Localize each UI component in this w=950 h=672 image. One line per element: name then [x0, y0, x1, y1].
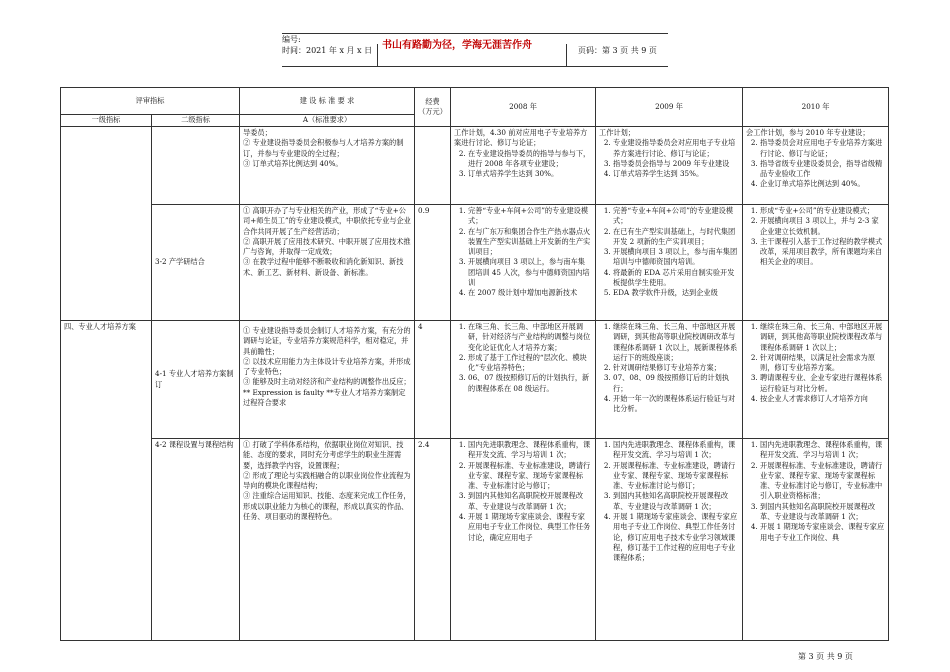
header-2008: 2008 年: [451, 88, 596, 127]
level2-cell: 4-1 专业人才培养方案制订: [152, 321, 240, 439]
funds-cell: 0.9: [415, 205, 451, 321]
construction-standards-table: [60, 87, 889, 641]
header-funds: 经费 （万元）: [415, 88, 451, 127]
header-motto: 书山有路勤为径，学海无涯苦作舟: [382, 40, 532, 51]
header-bottom-rule: [282, 66, 668, 67]
standard-cell: ① 打破了学科体系结构，依据职业岗位对知识、技能、态度的要求，同时充分考虑学生的职业生涯需要，选择教学内容，设置课程； ② 形成了理论与实践相融合的以职业岗位作业流程为导向的模块化课程结构； ③ 注重综合运用知识、技能、态度来完成工作任务，形成以职业能力为核心的课程，形成以真实的作品、任务、项目驱动的课程特色。: [240, 439, 415, 641]
plan-2010-cell: 会工作计划，参与 2010 年专业建设； 2. 指导委员会对应用电子专业培养方案进行讨论、修订与论证； 3. 指导省级专业建设委员会，指导省级精品专业验收工作 4. 企业订单式培养比例达到 40%。: [743, 127, 889, 205]
level1-cell: 四、专业人才培养方案: [61, 321, 152, 641]
plan-2009-cell: 1. 国内先进职教理念、课程体系重构，课程开发交流、学习与培训 1 次； 2. 开展课程标准、专业标准建设，聘请行业专家、课程专家、现场专家课程标准、专业标准讨论与修订； 3. 到国内其他知名高职院校开展课程改革、专业建设与改革调研 1 次； 4. 开展 1 期现场专家座谈会、课程专家应用电子专业工作岗位、典型工作任务讨论，修订应用电子技术专业学习领域课程，修订基于工作过程的应用电子专业课程体系；: [596, 439, 743, 641]
header-standard: 建 设 标 准 要 求: [240, 88, 415, 115]
header-divider: [566, 44, 567, 66]
header-indicator: 评审指标: [61, 88, 240, 115]
header-standard-a: A（标准要求）: [240, 115, 415, 127]
header-top-rule: [282, 33, 668, 34]
level2-cell: 3-2 产学研结合: [152, 205, 240, 321]
plan-2009-cell: 工作计划； 2. 专业建设指导委员会对应用电子专业培养方案进行讨论、修订与论证； 3. 指导委员会指导与 2009 年专业建设 4. 订单式培养学生达到 35%。: [596, 127, 743, 205]
funds-cell: 4: [415, 321, 451, 439]
header-page-label: 页码：第 3 页 共 9 页: [578, 46, 657, 55]
plan-2009-cell: 1. 完善“专业+车间+公司”的专业建设模式； 2. 在已有生产型实训基础上，与时代集团开发 2 项新的生产实训项目； 3. 开展横向项目 3 项以上，参与南车集团培训与中德师资国内培训。 4. 将最新的 EDA 芯片采用自制实验开发板提供学生使用。 5. EDA 教学软件升级，达到企业级: [596, 205, 743, 321]
level2-cell: 4-2 课程设置与课程结构: [152, 439, 240, 641]
header-level1: 一级指标: [61, 115, 152, 127]
header-divider: [377, 44, 378, 66]
header-2010: 2010 年: [743, 88, 889, 127]
plan-2009-cell: 1. 继续在珠三角、长三角、中部地区开展调研，到其他高等职业院校调研改革与课程体系调研 1 次以上，展新课程体系运行下的班级座谈； 2. 针对调研结果修订专业培养方案； 3. 07、08、09 级按照修订后的计划执行； 4. 开始一年一次的课程体系运行验证与对比分析。: [596, 321, 743, 439]
standard-cell: ① 专业建设指导委员会制订人才培养方案，有充分的调研与论证，专业培养方案规范科学，相对稳定，并具前瞻性； ② 以技术应用能力为主体设计专业培养方案，并形成了专业特色； ③ 能够及时主动对经济和产业结构的调整作出反应； ** Expression is faulty **专业人才培养方案制定过程符合要求: [240, 321, 415, 439]
plan-2008-cell: 1. 国内先进职教理念、课程体系重构，课程开发交流、学习与培训 1 次； 2. 开展课程标准、专业标准建设，聘请行业专家、课程专家、现场专家课程标准、专业标准讨论与修订； 3. 到国内其他知名高职院校开展课程改革、专业建设与改革调研 1 次； 4. 开展 1 期现场专家座谈会、课程专家应用电子专业工作岗位、典型工作任务讨论，确定应用电子: [451, 439, 596, 641]
table-row: [61, 321, 889, 439]
table-row: [61, 205, 889, 321]
plan-2008-cell: 1. 完善“专业+车间+公司”的专业建设模式； 2. 在与广东万和集团合作生产热水器点火装置生产型实训基础上开发新的生产实训项目； 3. 开展横向项目 3 项以上，参与南车集团培训 45 人次，参与中德师资国内培训 4. 在 2007 级计划中增加电源新技术: [451, 205, 596, 321]
funds-cell: 2.4: [415, 439, 451, 641]
page-footer: 第 3 页 共 9 页: [798, 652, 853, 661]
plan-2010-cell: 1. 形成“专业+公司”的专业建设模式； 2. 开展横向项目 3 项以上，并与 2-3 家企业建立长效机制。 3. 主干课程引入基于工作过程的教学模式改革，采用项目教学，所有课题均来自相关企业的项目。: [743, 205, 889, 321]
plan-2008-cell: 1. 在珠三角、长三角、中部地区开展调研，针对经济与产业结构的调整与岗位变化论证优化人才培养方案； 2. 形成了基于工作过程的“层次化、模块化”专业培养特色； 3. 06、07 级按照修订后的计划执行，新的课程体系在 08 级运行。: [451, 321, 596, 439]
standard-cell: ① 高职开办了与专业相关的产业，形成了“专业+公司+师生员工”的专业建设模式，中职依托专业与企业合作共同开展了生产经营活动； ② 高职开展了应用技术研究、中职开展了应用技术推广与咨询，并取得一定成效； ③ 在教学过程中能够不断吸收和消化新知识、新技术、新工艺、新材料、新设备、新标准。: [240, 205, 415, 321]
plan-2010-cell: 1. 国内先进职教理念、课程体系重构，课程开发交流、学习与培训 1 次； 2. 开展课程标准、专业标准建设，聘请行业专家、课程专家、现场专家课程标准、专业标准讨论与修订，专业标准中引入职业资格标准； 3. 到国内其他知名高职院校开展课程改革、专业建设与改革调研 1 次； 4. 开展 1 期现场专家座谈会、课程专家应用电子专业工作岗位、典: [743, 439, 889, 641]
standard-cell: 导委员； ② 专业建设指导委员会积极参与人才培养方案的制订，并参与专业建设的全过程； ③ 订单式培养比例达到 40%。: [240, 127, 415, 205]
plan-2008-cell: 工作计划，4.30 前对应用电子专业培养方案进行讨论、修订与论证； 2. 在专业建设指导委员的指导与参与下，进行 2008 年各项专业建设； 3. 订单式培养学生达到 30%。: [451, 127, 596, 205]
doc-time-label: 时间：2021 年 x 月 x 日: [282, 46, 373, 55]
header-level2: 二级指标: [152, 115, 240, 127]
table-row: [61, 439, 889, 641]
doc-number-label: 编号:: [282, 35, 301, 44]
header-2009: 2009 年: [596, 88, 743, 127]
table-row: [61, 127, 889, 205]
plan-2010-cell: 1. 继续在珠三角、长三角、中部地区开展调研，到其他高等职业院校课程改革与课程体系调研 1 次以上； 2. 针对调研结果，以满足社会需求为原则，修订专业培养方案。 3. 聘请课程专业、企业专家进行课程体系运行验证与对比分析。 4. 按企业人才需求修订人才培养方向: [743, 321, 889, 439]
